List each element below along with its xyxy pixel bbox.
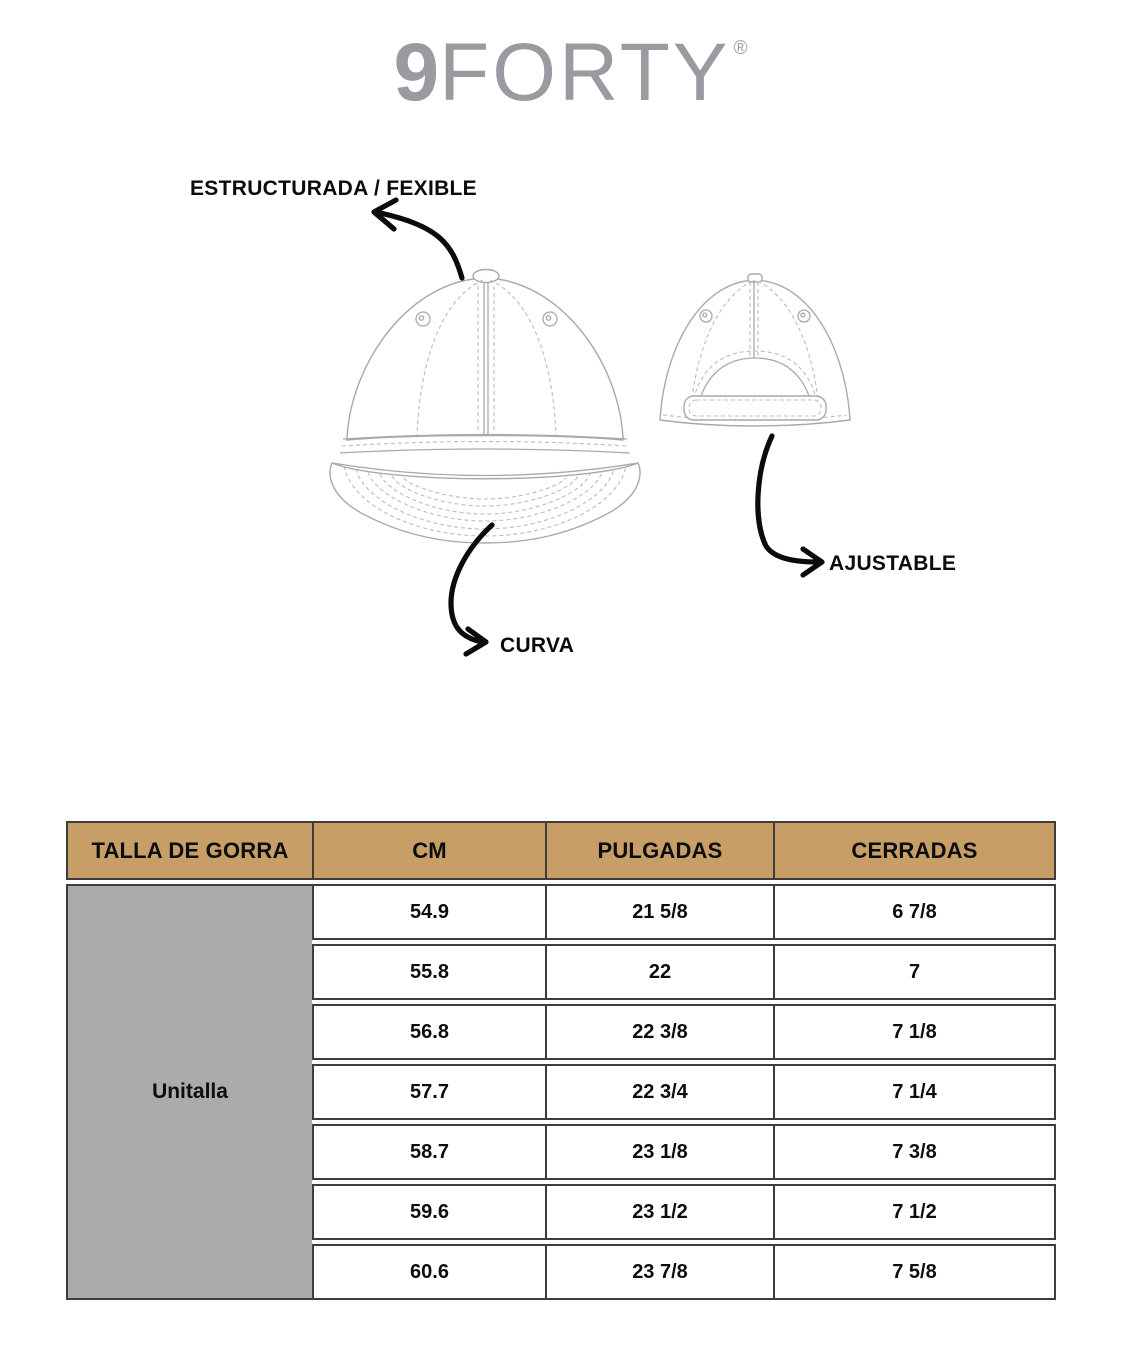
column-header-talla: TALLA DE GORRA (66, 821, 312, 880)
column-header-cerradas: CERRADAS (773, 821, 1056, 880)
size-table (66, 817, 1056, 1304)
pulgadas-value: 23 7/8 (545, 1244, 773, 1300)
cm-value: 60.6 (312, 1244, 545, 1300)
arrow-ajustable (758, 436, 818, 562)
pulgadas-value: 23 1/8 (545, 1124, 773, 1180)
cm-value: 59.6 (312, 1184, 545, 1240)
pulgadas-value: 22 3/4 (545, 1064, 773, 1120)
table-row (66, 884, 1056, 940)
cap-back-drawing (650, 272, 860, 432)
cm-value: 58.7 (312, 1124, 545, 1180)
logo-word: FORTY (439, 27, 731, 118)
cerradas-value: 7 5/8 (773, 1244, 1056, 1300)
size-table-header-row (66, 821, 1056, 880)
pulgadas-value: 22 (545, 944, 773, 1000)
cm-value: 54.9 (312, 884, 545, 940)
brand-logo (0, 27, 1138, 118)
cerradas-value: 7 (773, 944, 1056, 1000)
registered-mark: ® (733, 38, 748, 59)
cm-value: 56.8 (312, 1004, 545, 1060)
label-estructurada-fexible: ESTRUCTURADA / FEXIBLE (190, 177, 477, 200)
logo-number: 9 (393, 27, 440, 118)
cm-value: 57.7 (312, 1064, 545, 1120)
label-curva: CURVA (500, 634, 575, 657)
cm-value: 55.8 (312, 944, 545, 1000)
cerradas-value: 6 7/8 (773, 884, 1056, 940)
column-header-cm: CM (312, 821, 545, 880)
cap-front-drawing (325, 262, 645, 544)
size-label-cell: Unitalla (66, 884, 312, 1300)
pulgadas-value: 22 3/8 (545, 1004, 773, 1060)
cerradas-value: 7 1/8 (773, 1004, 1056, 1060)
pulgadas-value: 21 5/8 (545, 884, 773, 940)
label-ajustable: AJUSTABLE (829, 552, 957, 575)
cerradas-value: 7 1/2 (773, 1184, 1056, 1240)
pulgadas-value: 23 1/2 (545, 1184, 773, 1240)
column-header-pulgadas: PULGADAS (545, 821, 773, 880)
cerradas-value: 7 3/8 (773, 1124, 1056, 1180)
cerradas-value: 7 1/4 (773, 1064, 1056, 1120)
